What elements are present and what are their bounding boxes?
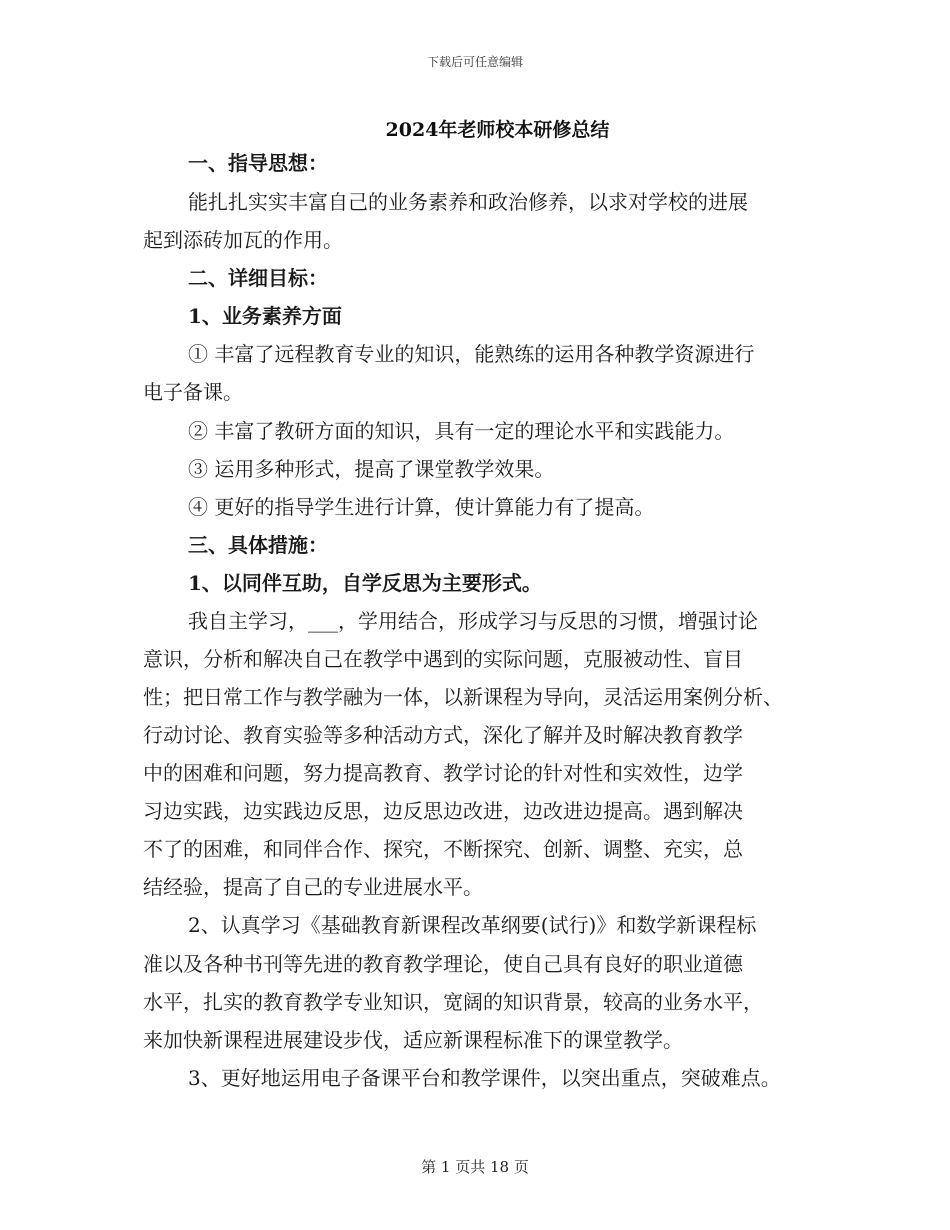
body-line: 我自主学习，___，学用结合，形成学习与反思的习惯，增强讨论 [188, 609, 758, 633]
body-line: 起到添砖加瓦的作用。 [143, 228, 343, 252]
section-heading: 二、详细目标： [188, 266, 328, 290]
page-footer: 第 1 页共 18 页 [421, 1158, 529, 1176]
body-line: 习边实践，边实践边反思，边反思边改进，边改进边提高。遇到解决 [143, 799, 743, 823]
body-line: 水平，扎实的教育教学专业知识，宽阔的知识背景，较高的业务水平， [143, 990, 763, 1014]
section-heading: 1、以同伴互助，自学反思为主要形式。 [188, 571, 542, 595]
section-heading: 三、具体措施： [188, 533, 328, 557]
body-line: 中的困难和问题，努力提高教育、教学讨论的针对性和实效性，边学 [143, 761, 743, 785]
body-line: 2、认真学习《基础教育新课程改革纲要(试行)》和数学新课程标 [188, 913, 757, 937]
body-line: ① 丰富了远程教育专业的知识，能熟练的运用各种教学资源进行 [188, 342, 755, 366]
body-line: 电子备课。 [143, 380, 243, 404]
section-heading: 一、指导思想： [188, 151, 328, 175]
body-line: 不了的困难，和同伴合作、探究，不断探究、创新、调整、充实，总 [143, 837, 743, 861]
body-line: ③ 运用多种形式，提高了课堂教学效果。 [188, 457, 555, 481]
document-title: 2024年老师校本研修总结 [385, 119, 610, 141]
body-line: 意识，分析和解决自己在教学中遇到的实际问题，克服被动性、盲目 [143, 647, 743, 671]
section-heading: 1、业务素养方面 [188, 304, 342, 328]
body-line: 结经验，提高了自己的专业进展水平。 [143, 875, 483, 899]
body-line: 行动讨论、教育实验等多种活动方式，深化了解并及时解决教育教学 [143, 723, 743, 747]
body-line: 3、更好地运用电子备课平台和教学课件，以突出重点，突破难点。 [188, 1066, 781, 1090]
body-line: 准以及各种书刊等先进的教育教学理论，使自己具有良好的职业道德 [143, 952, 743, 976]
body-line: 来加快新课程进展建设步伐，适应新课程标准下的课堂教学。 [143, 1028, 683, 1052]
body-line: 性；把日常工作与教学融为一体，以新课程为导向，灵活运用案例分析、 [143, 685, 783, 709]
body-line: ② 丰富了教研方面的知识，具有一定的理论水平和实践能力。 [188, 419, 735, 443]
header-note: 下载后可任意编辑 [426, 55, 523, 69]
body-line: ④ 更好的指导学生进行计算，使计算能力有了提高。 [188, 495, 655, 519]
body-line: 能扎扎实实丰富自己的业务素养和政治修养，以求对学校的进展 [188, 190, 748, 214]
